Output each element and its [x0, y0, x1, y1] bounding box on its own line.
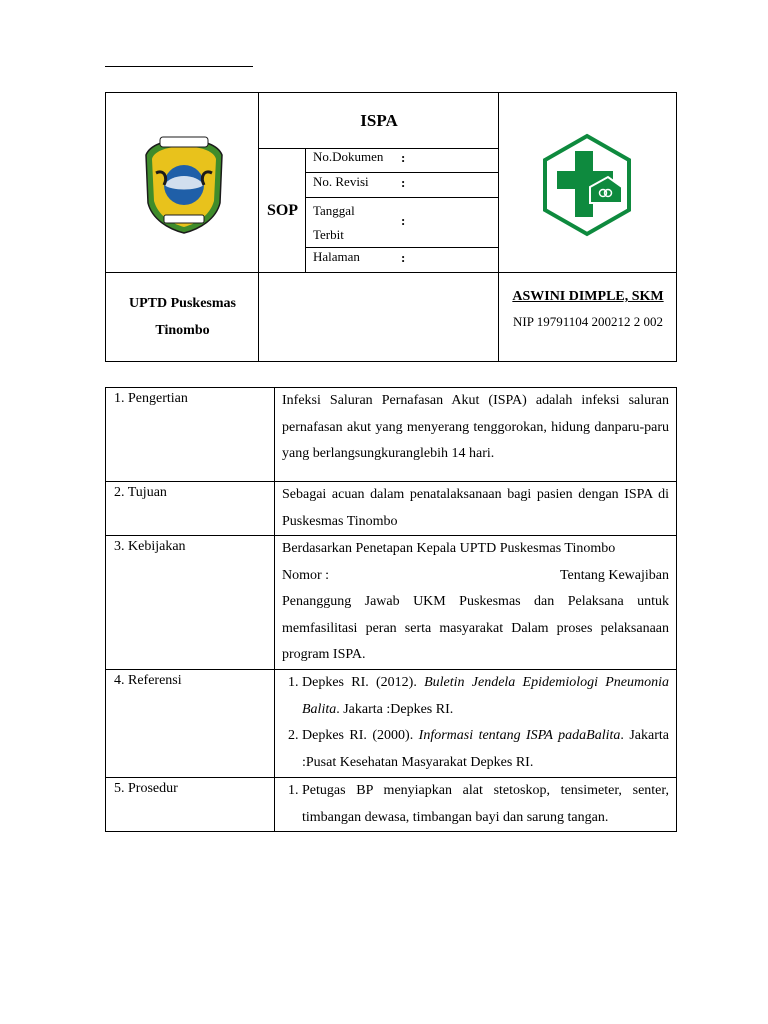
- section-prosedur-content: [275, 778, 677, 832]
- top-rule: [105, 66, 253, 67]
- kebijakan-tentang: Tentang Kewajiban: [559, 567, 669, 583]
- ref-title: Informasi tentang ISPA padaBalita: [418, 728, 621, 743]
- header-divider: [305, 172, 498, 173]
- referensi-item: [302, 723, 669, 776]
- header-divider: [305, 247, 498, 248]
- kebijakan-text: Penanggung Jawab UKM Puskesmas dan Pelaksana untuk memfasilitasi peran serta masyarakat Dalam proses pelaksanaan program ISPA.: [282, 594, 669, 662]
- ref-title: Buletin Jendela Epidemiologi Pneumonia Balita: [302, 675, 670, 717]
- signer-name: ASWINI DIMPLE, SKM: [512, 289, 664, 304]
- section-label-prosedur: 5. Prosedur: [106, 778, 275, 832]
- org-line-2: Tinombo: [155, 323, 210, 338]
- sop-label: SOP: [266, 201, 299, 219]
- table-row: [106, 388, 677, 482]
- section-label-pengertian: 1. Pengertian: [106, 388, 275, 482]
- prosedur-list: [282, 778, 669, 831]
- meta-label-no-dokumen: No.Dokumen: [313, 149, 384, 164]
- signer-nip: NIP 19791104 200212 2 002: [513, 314, 663, 329]
- meta-colon: :: [401, 250, 406, 265]
- section-text-pengertian: Infeksi Saluran Pernafasan Akut (ISPA) adalah infeksi saluran pernafasan akut yang menyerang tenggorokan, hidung danparu-paru yang berlangsungkuranglebih 14 hari.: [275, 388, 677, 482]
- ref-author: Depkes RI. (2012).: [302, 675, 425, 690]
- referensi-item: [302, 670, 669, 723]
- meta-colon: :: [401, 150, 406, 165]
- document-title: ISPA: [360, 110, 398, 130]
- kebijakan-nomor-row: [282, 563, 669, 590]
- table-row: [106, 778, 677, 832]
- referensi-list: [282, 670, 669, 776]
- table-row: [106, 536, 677, 670]
- section-label-tujuan: 2. Tujuan: [106, 482, 275, 536]
- prosedur-item: 1. Petugas BP menyiapkan alat stetoskop, tensimeter, senter, timbangan dewasa, timbangan bayi dan sarung tangan.: [302, 778, 669, 831]
- org-line-1: UPTD Puskesmas: [129, 296, 236, 311]
- kabupaten-emblem-logo: [142, 133, 226, 235]
- meta-colon: :: [401, 213, 406, 228]
- sop-content-table: [105, 387, 677, 832]
- meta-label-tanggal-terbit: Tanggal Terbit: [313, 203, 355, 242]
- kebijakan-line-1: Berdasarkan Penetapan Kepala UPTD Puskesmas Tinombo: [282, 541, 616, 556]
- meta-label-halaman: Halaman: [313, 249, 360, 264]
- ref-publisher: . Jakarta :Depkes RI.: [336, 701, 454, 717]
- meta-colon: :: [401, 175, 406, 190]
- meta-label-no-revisi: No. Revisi: [313, 174, 369, 189]
- organization-name: [106, 273, 259, 361]
- section-text-tujuan: Sebagai acuan dalam penatalaksanaan bagi pasien dengan ISPA di Puskesmas Tinombo: [275, 482, 677, 536]
- puskesmas-logo: [542, 133, 632, 237]
- ref-publisher: . Jakarta :Pusat Kesehatan Masyarakat Depkes RI.: [302, 728, 669, 770]
- table-row: [106, 670, 677, 778]
- section-kebijakan-content: [275, 536, 677, 670]
- ref-author: Depkes RI. (2000).: [302, 728, 419, 743]
- sop-header-table: [105, 92, 677, 362]
- section-label-referensi: 4. Referensi: [106, 670, 275, 778]
- kebijakan-nomor: Nomor :: [282, 567, 330, 583]
- section-referensi-content: [275, 670, 677, 778]
- header-divider: [305, 197, 498, 198]
- section-label-kebijakan: 3. Kebijakan: [106, 536, 275, 670]
- table-row: [106, 482, 677, 536]
